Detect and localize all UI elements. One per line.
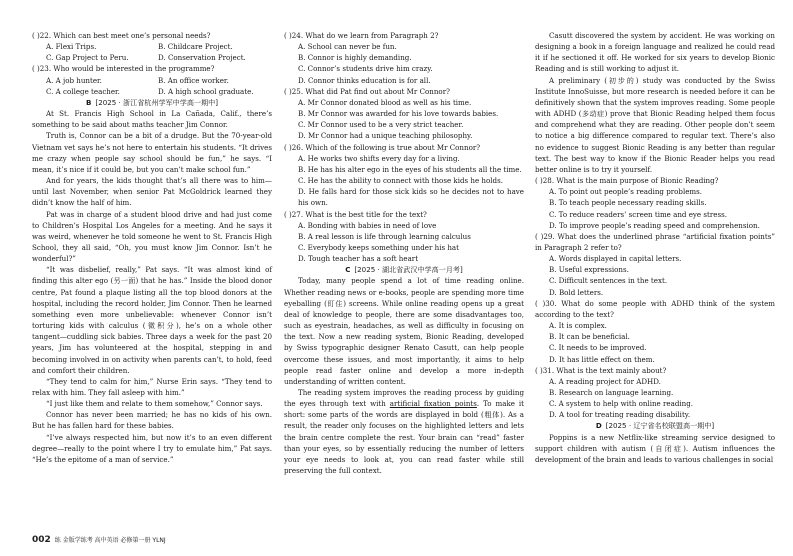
passage-b-paragraph-7: “I just like them and relate to them somehow,” Connor says. (46, 399, 263, 409)
q24-option-a: A. School can never be fun. (298, 42, 397, 52)
passage-c-paragraph-1: Today, many people spend a lot of time reading online. Whether reading news or e-books, people are spending more time eyeballing (盯住) screens. While online reading opens up a great deal of knowledge to people, there are some disadvantages too, such as eyestrain, headaches, as well as difficulty in focusing on the text. Now a new reading system, Bionic Reading, developed by Swiss typographic designer Renato Casutt, can help people overcome these issues, and most importantly, it aims to help people read faster online and develop a more in-depth understanding of written content. (284, 276, 524, 386)
question-22: ( )22. Which can best meet one’s personal needs? (32, 31, 211, 40)
section-c-source: [2025 · 湖北省武汉中学高一月考] (354, 265, 463, 275)
question-25: ( )25. What did Pat find out about Mr Connor? (284, 86, 450, 96)
passage-c-p2-start: The reading system improves the reading process by guiding the eyes through text with (284, 388, 524, 409)
passage-c-paragraph-2 (284, 387, 524, 476)
underlined-phrase: artificial fixation points (389, 399, 477, 409)
q24-option-c: C. Connor’s students drive him crazy. (298, 64, 433, 74)
passage-b-paragraph-8: Connor has never been married; he has no kids of his own. But he has fallen hard for these babies. (32, 410, 272, 431)
q26-option-c: C. He has the ability to connect with those kids he holds. (298, 176, 503, 186)
q24-option-b: B. Connor is highly demanding. (298, 53, 412, 63)
footer-text: 练 金版学练考 高中英语 必修第一册 YLNJ (54, 537, 166, 544)
right-column (535, 30, 775, 465)
passage-b-paragraph-2: Truth is, Connor can be a bit of a drudge. But the 70-year-old Vietnam vet says he’s not here to entertain his students. “It drives me crazy when people say school should be fun,” he says. “I mean, it’s nice if it could be, but you can’t make school fun.” (32, 131, 272, 174)
section-b-heading (32, 97, 272, 108)
q23-options-row-1 (32, 75, 272, 86)
q22-options-row-1 (32, 41, 272, 52)
q25-option-b: B. Mr Connor was awarded for his love towards babies. (298, 109, 499, 119)
section-d-label: D (595, 421, 602, 431)
q29-option-c: C. Difficult sentences in the text. (549, 276, 668, 286)
q22-option-b: B. Childcare Project. (158, 42, 233, 52)
q28-option-d: D. To improve people’s reading speed and comprehension. (549, 220, 760, 230)
page-number: 002 (32, 535, 51, 545)
section-b-source: [2025 · 浙江省杭州学军中学高一期中] (95, 97, 218, 107)
section-c-label: C (345, 265, 351, 275)
q30-option-b: B. It can be beneficial. (549, 332, 630, 342)
question-29: ( )29. What does the underlined phrase “artificial fixation points” in Paragraph 2 refer to? (535, 231, 775, 252)
q23-options-row-2 (32, 86, 272, 97)
passage-d-paragraph-1: Poppins is a new Netflix-like streaming service designed to support children with autism (自闭症). Autism influences the development of the brain and leads to various challenges in social (535, 432, 775, 464)
q29-option-b: B. Useful expressions. (549, 265, 629, 275)
q28-option-a: A. To point out people’s reading problems. (549, 187, 703, 197)
q22-option-a: A. Flexi Trips. (46, 42, 97, 52)
section-b-label: B (86, 97, 92, 107)
passage-b-paragraph-5: “It was disbelief, really,” Pat says. “It was almost kind of finding this alter ego (另一面) that he has.” Inside the blood donor centre, Pat found a plaque listing all the top blood donors at the hospital, including the record holder, Jim Connor. Then he learned something even more unbelievable: whenever Connor isn’t torturing kids with calculus (微积分), he’s on a whole other tangent—cuddling sick babies. Three days a week for the past 20 years, Jim has volunteered at the hospital, stepping in and becoming involved in on activity when parents can’t, to hold, feed and comfort their children. (32, 265, 272, 375)
question-23: ( )23. Who would be interested in the programme? (32, 64, 215, 74)
question-26: ( )26. Which of the following is true about Mr Connor? (284, 142, 481, 152)
q29-option-d: D. Bold letters. (549, 287, 604, 297)
section-c-heading (284, 264, 524, 275)
passage-c-paragraph-3: Casutt discovered the system by accident. He was working on designing a book in a foreign language and realized he could read it if he sectioned it off. He worked for six years to develop Bionic Reading and is still working to adjust it. (535, 31, 775, 74)
q31-option-a: A. A reading project for ADHD. (549, 376, 661, 386)
question-24: ( )24. What do we learn from Paragraph 2? (284, 31, 439, 40)
passage-c-paragraph-4: A preliminary (初步的) study was conducted by the Swiss Institute InnoSuisse, but more research is needed before it can be definitively shown that the system improves reading. Some people with ADHD (多动症) prove that Bionic Reading helped them focus and comprehend what they are reading. Other people don’t seem to notice a big difference compared to regular text. There’s also no evidence to suggest Bionic Reading is any better than regular text. The best way to know if the Bionic Reader helps you read better online is to try it yourself. (535, 75, 775, 174)
q23-option-c: C. A college teacher. (46, 86, 120, 96)
q27-option-c: C. Everybody keeps something under his hat (298, 242, 460, 252)
q29-option-a: A. Words displayed in capital letters. (549, 254, 682, 264)
passage-b-paragraph-9: “I’ve always respected him, but now it’s to an even different degree—really to the point where I try to emulate him,” Pat says. “He’s the epitome of a man of service.” (32, 432, 272, 464)
question-27: ( )27. What is the best title for the text? (284, 209, 427, 219)
passage-b-paragraph-1: At St. Francis High School in La Cañada, Calif., there’s something to be said about maths teacher Jim Connor. (32, 109, 272, 130)
passage-b-paragraph-6: “They tend to calm for him,” Nurse Erin says. “They tend to relax with him. They fall asleep with him.” (32, 376, 272, 397)
question-31: ( )31. What is the text mainly about? (535, 365, 667, 375)
q26-option-b: B. He has his alter ego in the eyes of his students all the time. (298, 164, 522, 174)
q27-option-b: B. A real lesson is life through learning calculus (298, 231, 471, 241)
q30-option-c: C. It needs to be improved. (549, 343, 647, 353)
q31-option-c: C. A system to help with online reading. (549, 399, 693, 409)
q26-option-d: D. He falls hard for those sick kids so he decides not to have his own. (298, 187, 524, 208)
q31-option-b: B. Research on language learning. (549, 388, 674, 397)
section-d-heading (535, 420, 775, 431)
q27-option-d: D. Tough teacher has a soft heart (298, 254, 419, 264)
section-d-source: [2025 · 辽宁省名校联盟高一期中] (605, 421, 715, 431)
middle-column (284, 30, 524, 476)
q26-option-a: A. He works two shifts every day for a living. (298, 153, 460, 163)
q28-option-b: B. To teach people necessary reading skills. (549, 198, 707, 208)
question-30: ( )30. What do some people with ADHD think of the system according to the text? (535, 298, 775, 319)
q28-option-c: C. To reduce readers’ screen time and eye stress. (549, 209, 728, 219)
question-28: ( )28. What is the main purpose of Bionic Reading? (535, 176, 719, 186)
q30-option-a: A. It is complex. (549, 321, 607, 331)
q22-option-d: D. Conservation Project. (158, 53, 246, 63)
q25-option-c: C. Mr Connor used to be a very strict teacher. (298, 120, 464, 130)
q30-option-d: D. It has little effect on them. (549, 354, 655, 364)
q27-option-a: A. Bonding with babies in need of love (298, 220, 437, 230)
page-footer (32, 535, 166, 545)
q23-option-b: B. An office worker. (158, 75, 229, 85)
q22-option-c: C. Gap Project to Peru. (46, 53, 129, 63)
left-column (32, 30, 272, 465)
passage-c-p2-end: . To make it short: some parts of the words are displayed in bold (粗体). As a result, the reader only focuses on the highlighted letters and lets the brain centre complete the rest. Your brain can “read” faster than your eyes, so by essentially reducing the number of letters your eye needs to look at, you can read faster while still preserving the full context. (284, 399, 525, 476)
q22-options-row-2 (32, 52, 272, 63)
passage-b-paragraph-3: And for years, the kids thought that’s all there was to him—until last November, when senior Pat McGoldrick learned they didn’t know the half of him. (32, 176, 272, 208)
q23-option-d: D. A high school graduate. (158, 86, 254, 96)
q24-option-d: D. Connor thinks education is for all. (298, 75, 431, 85)
q25-option-d: D. Mr Connor had a unique teaching philosophy. (298, 131, 473, 141)
q25-option-a: A. Mr Connor donated blood as well as his time. (298, 97, 472, 107)
q31-option-d: D. A tool for treating reading disability. (549, 410, 691, 420)
passage-b-paragraph-4: Pat was in charge of a student blood drive and had just come to Children’s Hospital Los Angeles for a meeting. And he says it was weird, whenever he told someone he went to St. Francis High School, they all said, “Oh, you must know Jim Connor. Isn’t he wonderful?” (32, 209, 272, 264)
q23-option-a: A. A job hunter. (46, 75, 102, 85)
